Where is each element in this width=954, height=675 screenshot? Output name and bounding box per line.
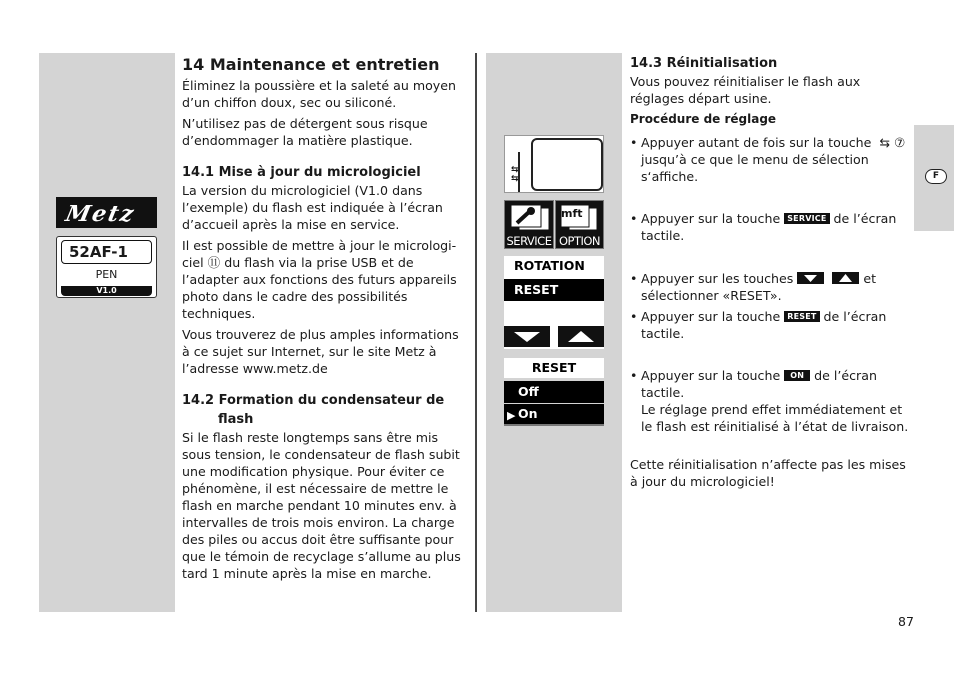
flash-screen-outline xyxy=(531,138,603,191)
model-name: 52AF-1 xyxy=(69,243,128,261)
service-key: SERVICE xyxy=(784,213,829,224)
left-margin-band xyxy=(39,53,175,612)
mode-key-symbol: ⇆ ⑦ xyxy=(879,135,906,150)
reset-key: RESET xyxy=(784,311,819,322)
procedure-title: Procédure de réglage xyxy=(630,112,777,126)
wrench-icon xyxy=(509,204,553,232)
section-title-14-1: 14.1 Mise à jour du micrologiciel xyxy=(182,165,421,180)
step-1: • Appuyer autant de fois sur la touche ⇆ ⑦ jusqu’à ce que le menu de sélection s‘affiche. xyxy=(630,135,906,184)
scroll-up-button[interactable] xyxy=(558,326,604,347)
column-divider xyxy=(475,53,477,612)
scroll-down-button[interactable] xyxy=(504,326,550,347)
down-key-icon xyxy=(797,272,824,284)
firmware-paragraph-3: Vous trouverez de plus amples informations à ce sujet sur Internet, sur le site Metz à l’adresse www.metz.de xyxy=(182,327,459,376)
metz-logo: Metz xyxy=(56,197,157,228)
step-5: • Appuyer sur la touche ON de l’écran tactile. Le réglage prend effet immédiatement et le flash est réinitialisé à l’état de livraison. xyxy=(630,368,909,434)
reset-intro: Vous pouvez réinitialiser le flash aux réglages départ usine. xyxy=(630,74,861,106)
reset-screen-header: RESET xyxy=(504,358,604,378)
firmware-paragraph-1: La version du micrologiciel (V1.0 dans l’exemple) du flash est indiquée à l’écran d’accueil après la mise en service. xyxy=(182,183,443,232)
option-button[interactable]: mft OPTION xyxy=(555,200,604,249)
section-title-14-3: 14.3 Réinitialisation xyxy=(630,56,778,71)
reset-option-on[interactable]: ▶ On xyxy=(504,404,604,426)
on-key: ON xyxy=(784,370,810,381)
version-label: V1.0 xyxy=(61,286,152,296)
flash-display xyxy=(56,236,157,298)
step-3: • Appuyer sur les touches et sélectionner «RESET». xyxy=(630,271,877,303)
reset-option-off[interactable]: Off xyxy=(504,381,604,403)
intro-paragraph-1: Éliminez la poussière et la saleté au moyen d’un chiffon doux, sec ou siliconé. xyxy=(182,78,456,110)
arrow-up-icon xyxy=(558,326,604,347)
service-button[interactable]: SERVICE xyxy=(504,200,554,249)
language-tab-label: F xyxy=(925,169,947,184)
up-key-icon xyxy=(832,272,859,284)
section-title-14-2-cont: flash xyxy=(218,412,254,427)
step-2: • Appuyer sur la touche SERVICE de l’écran tactile. xyxy=(630,211,897,243)
page-number: 87 xyxy=(898,614,914,629)
mode-toggle-icon-2: ⇆ xyxy=(511,174,519,184)
step-4: • Appuyer sur la touche RESET de l’écran tactile. xyxy=(630,309,887,341)
variant-label: PEN xyxy=(95,268,118,281)
selection-pointer-icon: ▶ xyxy=(507,409,516,422)
section-title-14-2: 14.2 Formation du condensateur de xyxy=(182,393,445,408)
capacitor-paragraph: Si le flash reste longtemps sans être mis sous tension, le condensateur de flash subit une modification physique. Pour éviter ce phénomène, il est nécessaire de mettre le flash en marche pendant 10 minutes env. à intervalles de trois mois environ. La charge des piles ou accus doit être suffisante pour que le témoin de recyclage s’allume au plus tard 1 minute après la mise en marche. xyxy=(182,430,461,581)
arrow-down-icon xyxy=(504,326,550,347)
page-title: 14 Maintenance et entretien xyxy=(182,55,440,74)
mode-toggle-icon: ⇆ xyxy=(511,165,519,175)
menu-item-reset[interactable]: RESET xyxy=(504,279,604,301)
firmware-note: Cette réinitialisation n’affecte pas les mises à jour du micrologiciel! xyxy=(630,457,906,489)
flash-back-panel xyxy=(504,135,604,193)
intro-paragraph-2: N’utilisez pas de détergent sous risque d’endommager la matière plastique. xyxy=(182,116,428,148)
menu-item-rotation[interactable]: ROTATION xyxy=(504,256,604,276)
model-box xyxy=(61,240,152,264)
firmware-paragraph-2: Il est possible de mettre à jour le micrologi-ciel ⑪ du flash via la prise USB et de l’adapter aux fonctions des futurs appareils photo dans le cadre des possibilités techniques. xyxy=(182,238,457,321)
